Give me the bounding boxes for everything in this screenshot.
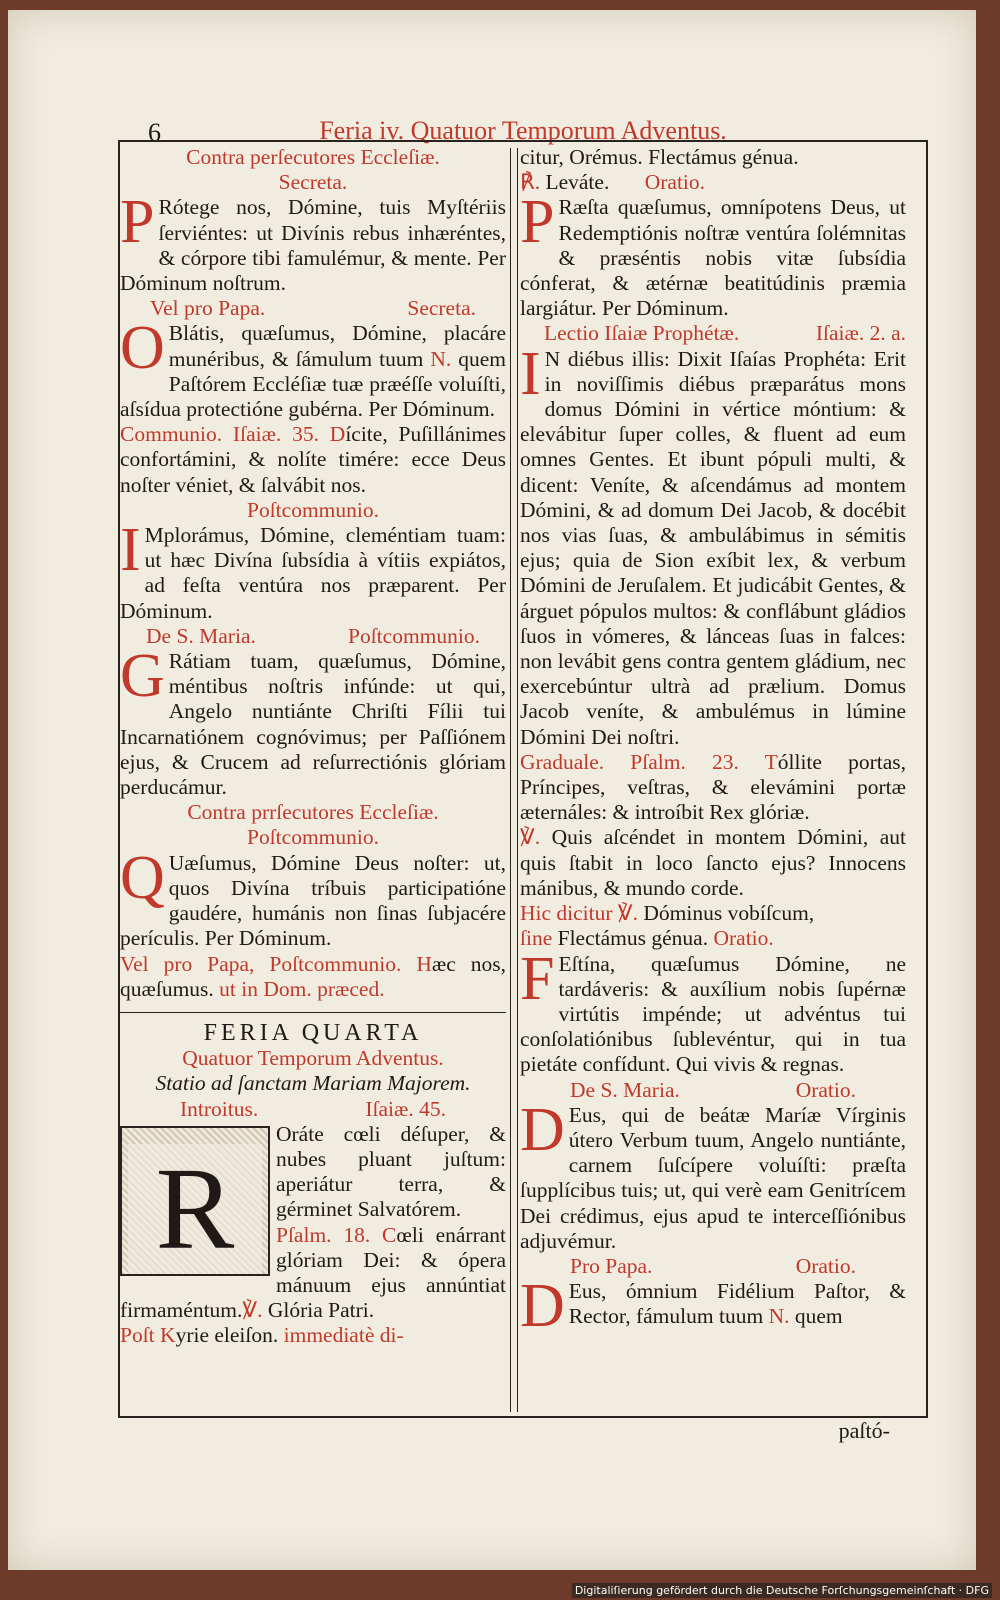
heading: Secreta. xyxy=(278,170,348,195)
dfg-credit: Digitaliſierung gefördert durch die Deutsche Forſchungsgemeinſchaft · DFG xyxy=(572,1583,992,1598)
heading: De S. Maria. Poſtcommunio. xyxy=(146,623,480,648)
heading: De S. Maria. Oratio. xyxy=(570,1077,856,1102)
statio: Statio ad ſanctam Mariam Majorem. xyxy=(155,1071,471,1096)
heading: Quatuor Temporum Adventus. xyxy=(182,1046,444,1071)
paragraph: G Rátiam tuam, quæſumus, Dómine, méntibus noſtris infúnde: ut qui, Angelo nuntiánte Chriſti Fílii tui Incarnatiónem cognóvimus; per Paſſiónem ejus, & Crucem ad reſurrectiónis glóriam perducámur. xyxy=(120,642,506,800)
paragraph: P Rótege nos, Dómine, tuis Myſtériis ſerviéntes: ut Divínis rebus inhæréntes, & córpore tibi famulémur, & mente. Per Dóminum noſtrum. xyxy=(120,188,506,296)
paragraph: Q Uæſumus, Dómine Deus noſter: ut, quos Divína tríbuis participatióne gaudére, humánis non ſinas ſubjacére perículis. Per Dóminum. xyxy=(120,843,506,951)
paragraph: I Mplorámus, Dómine, cleméntiam tuam: ut hæc Divína ſubsídia à vítiis expiátos, ad feſta ventúra nos præparent. Per Dóminum. xyxy=(120,516,506,623)
column-divider xyxy=(510,148,518,1412)
heading: Contra prrſecutores Eccleſiæ. xyxy=(187,800,439,825)
page-number: 6 xyxy=(148,118,161,147)
drop-cap: I xyxy=(520,339,541,408)
paragraph: Vel pro Papa, Poſtcommunio. Hæc nos, quæſumus. ut in Dom. præced. xyxy=(120,951,507,1001)
heading: Introitus. Iſaiæ. 45. xyxy=(180,1096,446,1121)
left-column xyxy=(120,145,506,1349)
drop-cap: Q xyxy=(120,843,165,912)
paragraph: ℟. Leváte. Oratio. xyxy=(520,170,706,195)
paragraph: F Eſtína, quæſumus Dómine, ne tardáveris: & auxílium nobis ſupérnæ virtútis impénde; ut advéntus tui conſolatiónibus ſublevéntur, qui in tua pietáte confídunt. Qui vivis & regnas. xyxy=(520,944,906,1077)
paragraph: ℣. Quis aſcéndet in montem Dómini, aut quis ſtabit in loco ſancto ejus? Innocens mánibus, & mundo corde. xyxy=(520,825,906,900)
paragraph: Oráte cœli déſuper, & nubes pluant juſtum: aperiátur terra, & gérminet Salvatórem. xyxy=(276,1121,506,1222)
running-title: Feria iv. Quatuor Temporum Adventus. xyxy=(319,116,727,145)
drop-cap: I xyxy=(120,516,141,585)
heading: Poſtcommunio. xyxy=(247,825,379,850)
drop-cap: P xyxy=(120,188,155,257)
paragraph: P Ræſta quæſumus, omnípotens Deus, ut Redemptiónis noſtræ ventúra ſolémnitas & præséntis nobis vitæ ſubsídia cónferat, & ætérnæ beatitúdinis præmia largiátur. Per Dóminum. xyxy=(520,188,906,321)
drop-cap: F xyxy=(520,944,555,1013)
drop-cap: O xyxy=(120,314,165,383)
drop-cap: D xyxy=(520,1272,565,1341)
drop-cap: P xyxy=(520,188,555,257)
rule xyxy=(120,1012,506,1013)
paragraph: citur, Orémus. Flectámus génua. xyxy=(520,145,799,169)
paragraph: D Eus, ómnium Fidélium Paſtor, & Rector, fámulum tuum N. quem xyxy=(520,1272,906,1341)
paragraph: Pſalm. 18. Cœli enárrant glóriam Dei: & ópera mánuum ejus annúntiat firmaméntum.℣. Glória Patri. xyxy=(120,1222,506,1323)
paragraph: ſine Flectámus génua. Oratio. xyxy=(520,926,774,951)
heading: Contra perſecutores Eccleſiæ. xyxy=(186,145,440,169)
heading: Lectio Iſaiæ Prophétæ. Iſaiæ. 2. a. xyxy=(544,321,906,346)
feria-title: FERIA QUARTA xyxy=(203,1019,423,1046)
heading: Pro Papa. Oratio. xyxy=(570,1253,856,1278)
heading: Vel pro Papa. Secreta. xyxy=(150,296,476,321)
paragraph: I N diébus illis: Dixit Iſaías Prophéta: Erit in noviſſimis diébus præparátus mons domus Dómini in vértice móntium: & elevábitur ſuper colles, & fluent ad eum omnes Gentes. Et ibunt pópuli multi, & dicent: Veníte, & aſcendámus ad montem Dómini, & ad domum Dei Jacob, & docébit nos vias ſuas, & ambulábimus in sémitis ejus; quia de Sion exíbit lex, & verbum Dómini de Jeruſalem. Et judicábit Gentes, & árguet pópulos multos: & conflábunt gládios ſuos in vómeres, & lánceas ſuas in falces: non levábit gens contra gentem gládium, nec exercebúntur ultrà ad prælium. Domus Jacob veníte, & ambulémus in lúmine Dómini Dei noſtri. xyxy=(520,339,906,749)
paragraph: Poſt Kyrie eleiſon. immediatè di- xyxy=(120,1323,404,1348)
paragraph: D Eus, qui de beátæ Maríæ Vírginis útero Verbum tuum, Angelo nuntiánte, carnem ſuſcípere voluíſti: præſta ſupplícibus tuis; ut, qui verè eam Genitrícem Dei crédimus, ejus apud te interceſſiónibus adjuvémur. xyxy=(520,1095,906,1253)
paragraph: Graduale. Pſalm. 23. Tóllite portas, Príncipes, veſtras, & elevámini portæ æternáles: & introíbit Rex glóriæ. xyxy=(520,749,906,825)
catchword: paſtó- xyxy=(838,1418,890,1443)
paragraph: Hic dicitur ℣. Dóminus vobíſcum, xyxy=(520,901,815,926)
paragraph: O Blátis, quæſumus, Dómine, placáre munéribus, & ſámulum tuum N. quem Paſtórem Eccléſiæ tuæ præéſſe voluíſti, aſsídua protectióne gubérna. Per Dóminum. xyxy=(120,314,506,422)
drop-cap: D xyxy=(520,1095,565,1164)
ornamental-initial: R xyxy=(120,1126,270,1276)
heading: Poſtcommunio. xyxy=(247,497,379,522)
drop-cap: G xyxy=(120,642,165,711)
paragraph: Communio. Iſaiæ. 35. Dícite, Puſillánimes confortámini, & nolíte timére: ecce Deus noſter véniet, & ſalvábit nos. xyxy=(120,422,506,497)
right-column xyxy=(520,145,906,1341)
